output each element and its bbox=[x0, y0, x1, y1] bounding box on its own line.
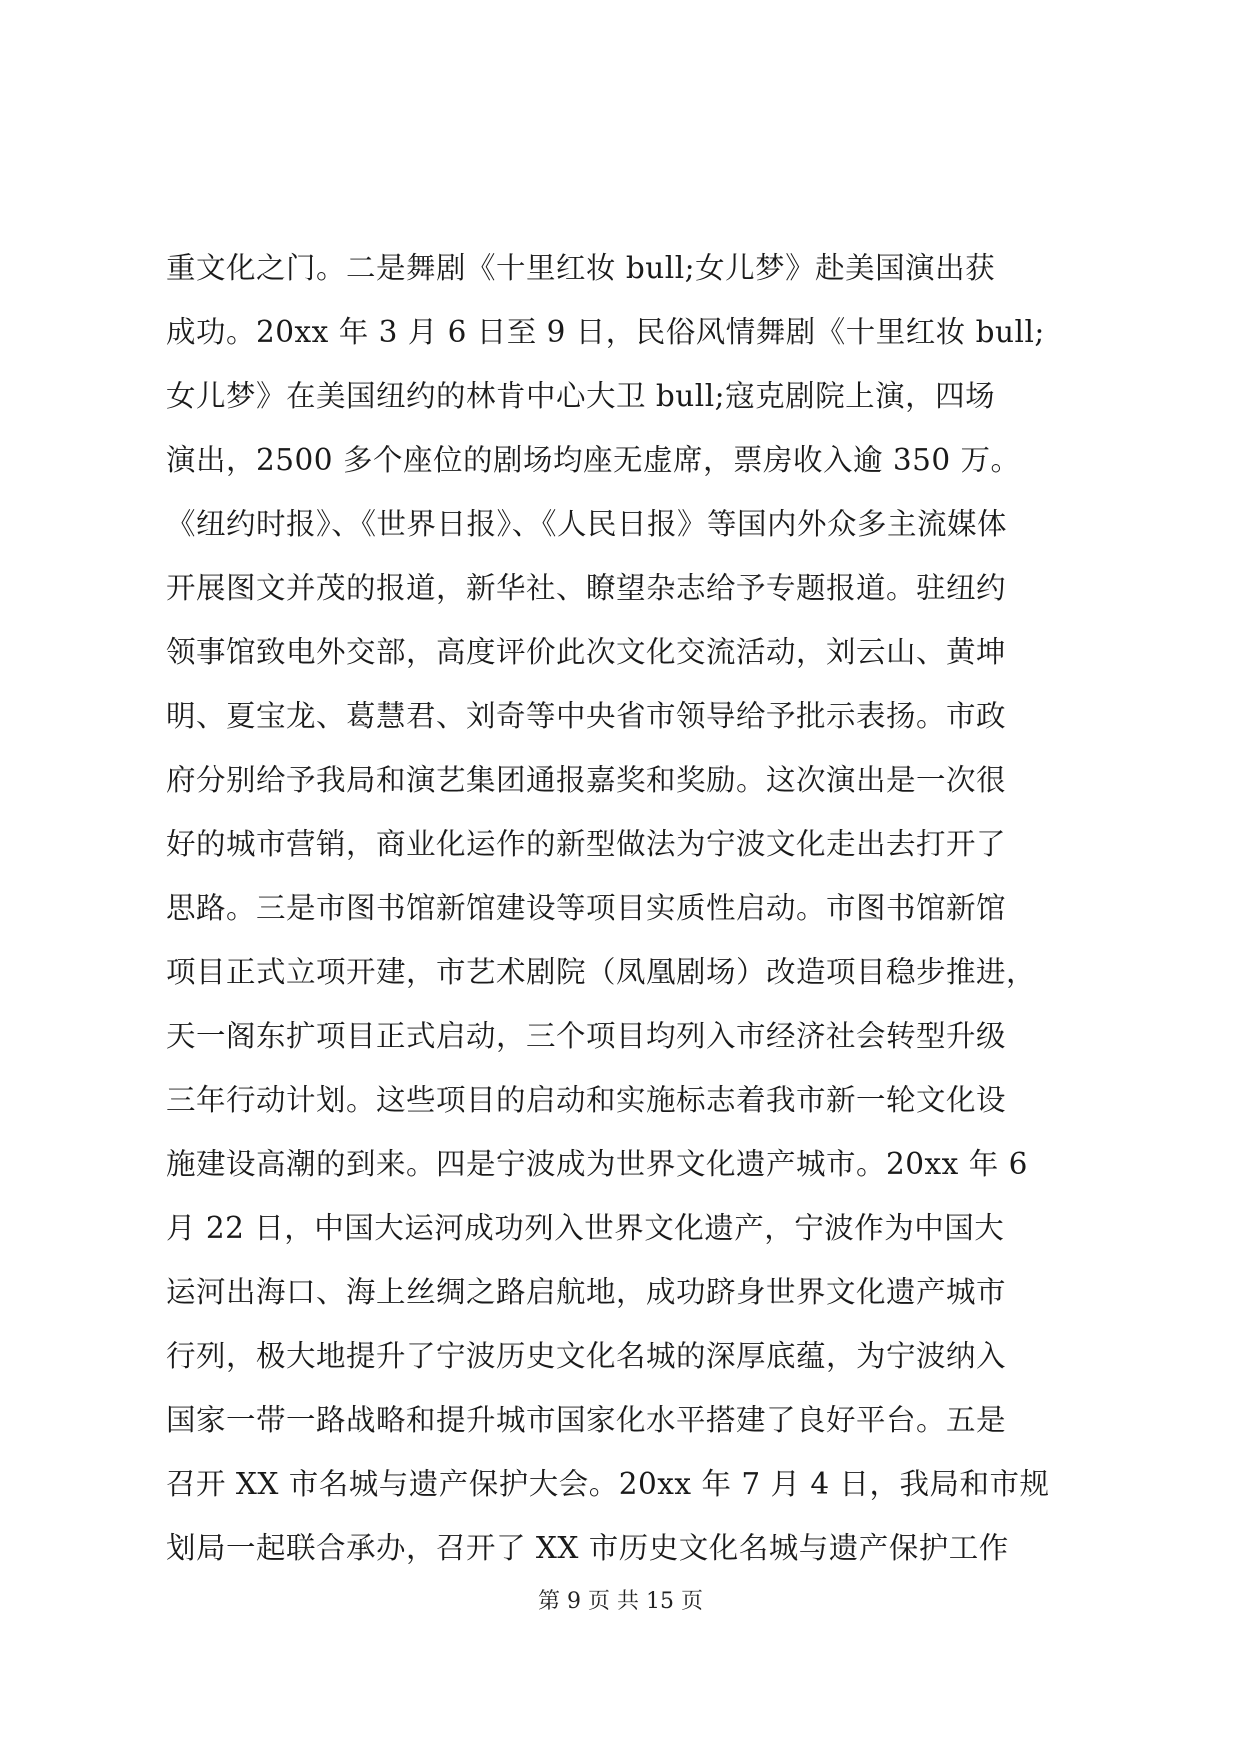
text-line: 国家一带一路战略和提升城市国家化水平搭建了良好平台。五是 bbox=[166, 1403, 1007, 1437]
text-line: 三年行动计划。这些项目的启动和实施标志着我市新一轮文化设 bbox=[166, 1083, 1007, 1117]
text-line: 划局一起联合承办，召开了 XX 市历史文化名城与遗产保护工作 bbox=[166, 1531, 1009, 1565]
text-line: 好的城市营销，商业化运作的新型做法为宁波文化走出去打开了 bbox=[166, 827, 1007, 861]
text-line: 行列，极大地提升了宁波历史文化名城的深厚底蕴，为宁波纳入 bbox=[166, 1339, 1007, 1373]
text-line: 府分别给予我局和演艺集团通报嘉奖和奖励。这次演出是一次很 bbox=[166, 763, 1007, 797]
text-line: 项目正式立项开建，市艺术剧院（凤凰剧场）改造项目稳步推进， bbox=[166, 955, 1037, 989]
text-line: 演出，2500 多个座位的剧场均座无虚席，票房收入逾 350 万。 bbox=[166, 443, 1021, 477]
text-line: 领事馆致电外交部，高度评价此次文化交流活动，刘云山、黄坤 bbox=[166, 635, 1007, 669]
text-line: 成功。20xx 年 3 月 6 日至 9 日，民俗风情舞剧《十里红妆 bull; bbox=[166, 315, 1045, 349]
body-text bbox=[166, 236, 1076, 1580]
page-number: 第 9 页 共 15 页 bbox=[538, 1589, 703, 1614]
text-line: 重文化之门。二是舞剧《十里红妆 bull;女儿梦》赴美国演出获 bbox=[166, 251, 996, 285]
text-line: 明、夏宝龙、葛慧君、刘奇等中央省市领导给予批示表扬。市政 bbox=[166, 699, 1007, 733]
text-line: 施建设高潮的到来。四是宁波成为世界文化遗产城市。20xx 年 6 bbox=[166, 1147, 1028, 1181]
text-line: 女儿梦》在美国纽约的林肯中心大卫 bull;寇克剧院上演，四场 bbox=[166, 379, 996, 413]
page-footer bbox=[0, 1587, 1241, 1617]
text-line: 召开 XX 市名城与遗产保护大会。20xx 年 7 月 4 日，我局和市规 bbox=[166, 1467, 1050, 1501]
text-line: 《纽约时报》、《世界日报》、《人民日报》等国内外众多主流媒体 bbox=[166, 507, 1008, 541]
text-line: 运河出海口、海上丝绸之路启航地，成功跻身世界文化遗产城市 bbox=[166, 1275, 1007, 1309]
text-line: 月 22 日，中国大运河成功列入世界文化遗产，宁波作为中国大 bbox=[166, 1211, 1005, 1245]
text-line: 开展图文并茂的报道，新华社、瞭望杂志给予专题报道。驻纽约 bbox=[166, 571, 1007, 605]
text-line: 天一阁东扩项目正式启动，三个项目均列入市经济社会转型升级 bbox=[166, 1019, 1007, 1053]
text-line: 思路。三是市图书馆新馆建设等项目实质性启动。市图书馆新馆 bbox=[166, 891, 1007, 925]
